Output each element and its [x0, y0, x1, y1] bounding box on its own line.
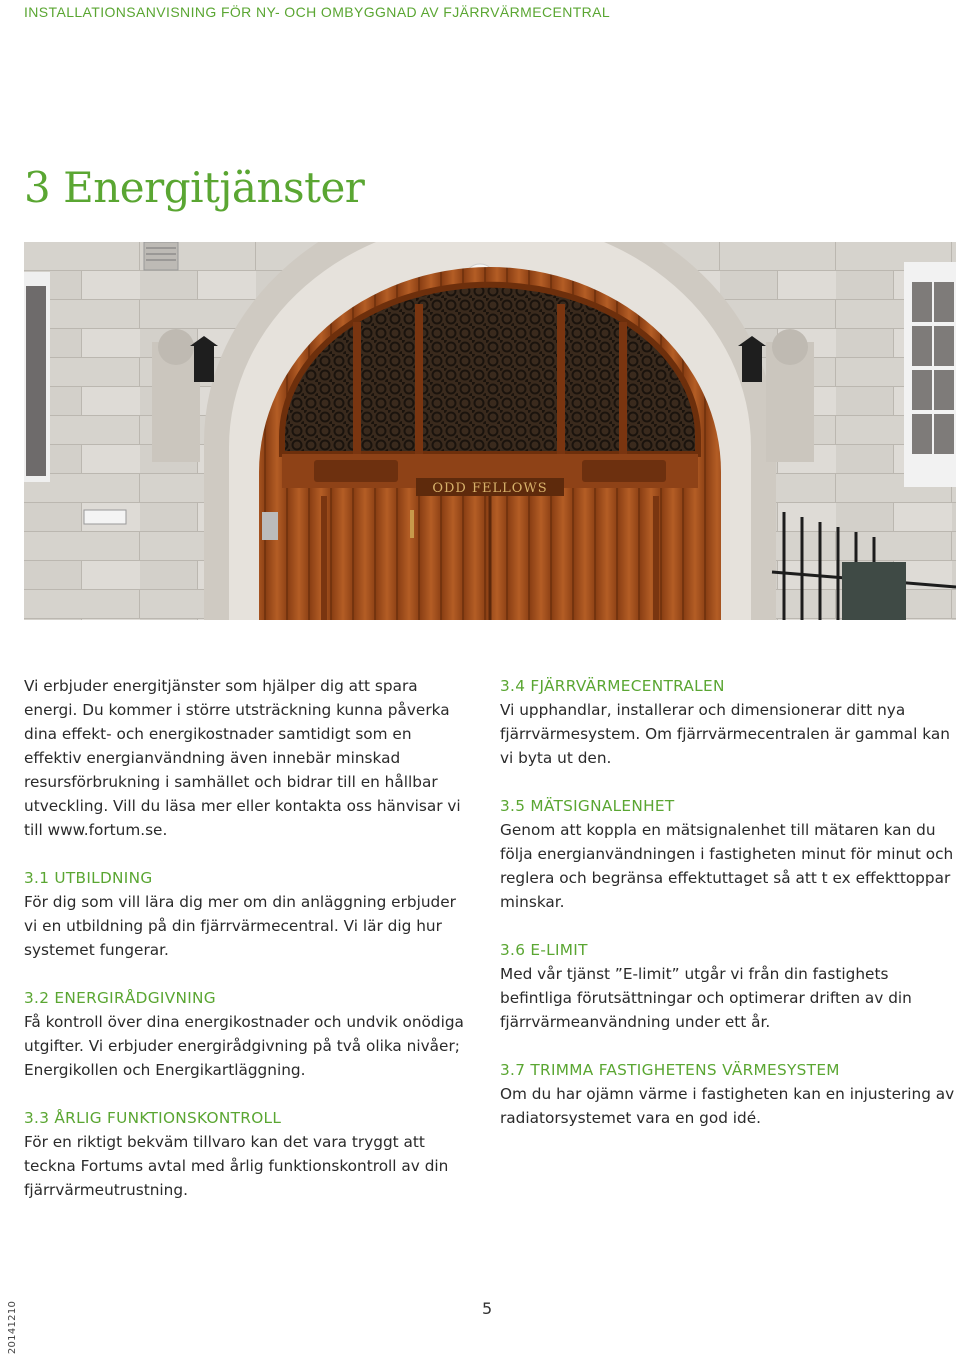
intro-paragraph: Vi erbjuder energitjänster som hjälper dig att spara energi. Du kommer i större utsträckning kunna påverka dina effekt- och energikostnader samtidigt som en effektiv energianvändning även innebär minskad resursförbrukning i samhället och bidrar till en hållbar utveckling. Vill du läsa mer eller kontakta oss hänvisar vi till www.fortum.se.	[24, 677, 461, 839]
section-heading: 3.6 E-LIMIT	[500, 941, 588, 959]
section-matsignalenhet	[500, 794, 955, 914]
section-heading: 3.3 ÅRLIG FUNKTIONSKONTROLL	[24, 1109, 282, 1127]
section-body: För en riktigt bekväm tillvaro kan det vara tryggt att teckna Fortums avtal med årlig funktionskontroll av din fjärrvärmeutrustning.	[24, 1133, 449, 1199]
document-code: 20141210	[7, 1300, 19, 1355]
section-utbildning	[24, 866, 469, 962]
section-fjarrvarmecentralen	[500, 674, 955, 770]
section-body: Vi upphandlar, installerar och dimensionerar ditt nya fjärrvärmesystem. Om fjärrvärmecentralen är gammal kan vi byta ut den.	[500, 701, 950, 767]
page-number: 5	[482, 1299, 493, 1318]
section-heading: 3.1 UTBILDNING	[24, 869, 153, 887]
section-body: Få kontroll över dina energikostnader och undvik onödiga utgifter. Vi erbjuder energirådgivning på två olika nivåer; Energikollen och Energikartläggning.	[24, 1013, 464, 1079]
section-heading: 3.4 FJÄRRVÄRMECENTRALEN	[500, 677, 725, 695]
section-varmesystem	[500, 1058, 955, 1130]
section-heading: 3.2 ENERGIRÅDGIVNING	[24, 989, 216, 1007]
section-body: Om du har ojämn värme i fastigheten kan en injustering av radiatorsystemet vara en god idé.	[500, 1085, 955, 1127]
page-title: 3 Energitjänster	[24, 163, 365, 212]
section-energiradgivning	[24, 986, 469, 1082]
section-body: Med vår tjänst ”E-limit” utgår vi från din fastighets befintliga förutsättningar och optimerar driften av din fjärrvärmeanvändning under ett år.	[500, 965, 912, 1031]
section-funktionskontroll	[24, 1106, 469, 1202]
left-column	[24, 674, 469, 1202]
right-column	[500, 674, 955, 1130]
section-heading: 3.5 MÄTSIGNALENHET	[500, 797, 675, 815]
section-e-limit	[500, 938, 955, 1034]
section-heading: 3.7 TRIMMA FASTIGHETENS VÄRMESYSTEM	[500, 1061, 840, 1079]
running-header: INSTALLATIONSANVISNING FÖR NY- OCH OMBYGGNAD AV FJÄRRVÄRMECENTRAL	[24, 4, 611, 20]
hero-photo	[24, 242, 956, 620]
door-arch-icon	[24, 242, 956, 620]
section-body: Genom att koppla en mätsignalenhet till mätaren kan du följa energianvändningen i fastigheten minut för minut och reglera och begränsa effektuttaget så att t ex effekttoppar minskar.	[500, 821, 954, 911]
section-body: För dig som vill lära dig mer om din anläggning erbjuder vi en utbildning på din fjärrvärmecentral. Vi lär dig hur systemet fungerar.	[24, 893, 456, 959]
door-nameplate: ODD FELLOWS	[432, 481, 548, 496]
